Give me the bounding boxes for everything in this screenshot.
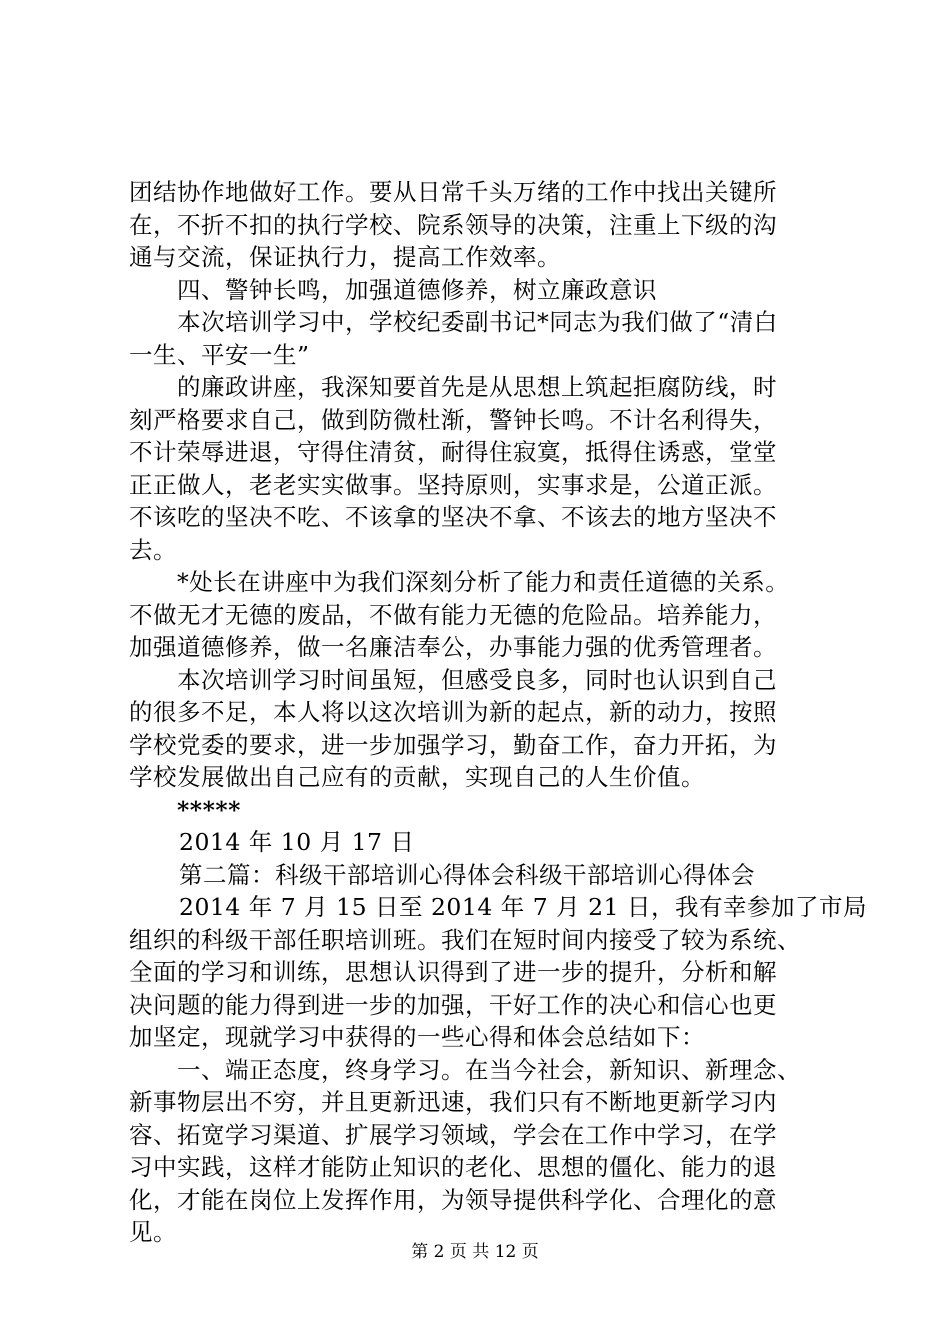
- text-line: 2014 年 7 月 15 日至 2014 年 7 月 21 日，我有幸参加了市局: [179, 893, 867, 921]
- signature-line: *****: [177, 795, 241, 824]
- text-line: 在，不折不扣的执行学校、院系领导的决策，注重上下级的沟: [129, 210, 777, 239]
- text-line: 不该吃的坚决不吃、不该拿的坚决不拿、不该去的地方坚决不: [129, 503, 777, 531]
- text-line: 的廉政讲座，我深知要首先是从思想上筑起拒腐防线，时: [177, 373, 777, 401]
- page-number-footer: 第 2 页 共 12 页: [411, 1242, 539, 1262]
- text-line: 一、端正态度，终身学习。在当今社会，新知识、新理念、: [177, 1055, 801, 1084]
- text-line: 加强道德修养，做一名廉洁奉公，办事能力强的优秀管理者。: [129, 633, 777, 661]
- text-line: 团结协作地做好工作。要从日常千头万绪的工作中找出关键所: [129, 178, 777, 206]
- text-line: 一生、平安一生”: [129, 340, 310, 369]
- chapter-heading: 第二篇：科级干部培训心得体会科级干部培训心得体会: [179, 860, 755, 889]
- text-line: 加坚定，现就学习中获得的一些心得和体会总结如下：: [129, 1023, 705, 1051]
- text-line: 见。: [129, 1218, 177, 1246]
- date-line: 2014 年 10 月 17 日: [179, 828, 415, 856]
- text-line: 学校党委的要求，进一步加强学习，勤奋工作，奋力开拓，为: [129, 730, 777, 759]
- text-line: 不做无才无德的废品，不做有能力无德的危险品。培养能力，: [129, 600, 777, 629]
- text-line: 容、拓宽学习渠道、扩展学习领域，学会在工作中学习，在学: [129, 1120, 777, 1149]
- text-line: 本次培训学习时间虽短，但感受良多，同时也认识到自己: [177, 665, 777, 694]
- document-body: [129, 176, 867, 1249]
- text-line: 正正做人，老老实实做事。坚持原则，实事求是，公道正派。: [129, 470, 777, 499]
- text-line: 全面的学习和训练，思想认识得到了进一步的提升，分析和解: [129, 958, 777, 986]
- text-line: 刻严格要求自己，做到防微杜渐，警钟长鸣。不计名利得失，: [129, 405, 777, 434]
- text-line: 学校发展做出自己应有的贡献，实现自己的人生价值。: [129, 763, 705, 791]
- text-line: 去。: [129, 535, 177, 564]
- text-line: *处长在讲座中为我们深刻分析了能力和责任道德的关系。: [177, 568, 790, 596]
- text-line: 不计荣辱进退，守得住清贫，耐得住寂寞，抵得住诱惑，堂堂: [129, 438, 777, 466]
- text-line: 化，才能在岗位上发挥作用，为领导提供科学化、合理化的意: [129, 1185, 777, 1214]
- section-heading: 四、警钟长鸣，加强道德修养，树立廉政意识: [177, 275, 657, 304]
- text-line: 习中实践，这样才能防止知识的老化、思想的僵化、能力的退: [129, 1153, 777, 1181]
- text-line: 通与交流，保证执行力，提高工作效率。: [129, 243, 561, 271]
- text-line: 的很多不足，本人将以这次培训为新的起点，新的动力，按照: [129, 698, 777, 726]
- text-line: 决问题的能力得到进一步的加强，干好工作的决心和信心也更: [129, 990, 777, 1019]
- text-line: 组织的科级干部任职培训班。我们在短时间内接受了较为系统、: [129, 925, 801, 954]
- text-line: 新事物层出不穷，并且更新迅速，我们只有不断地更新学习内: [129, 1088, 777, 1116]
- text-line: 本次培训学习中，学校纪委副书记*同志为我们做了“清白: [177, 308, 778, 336]
